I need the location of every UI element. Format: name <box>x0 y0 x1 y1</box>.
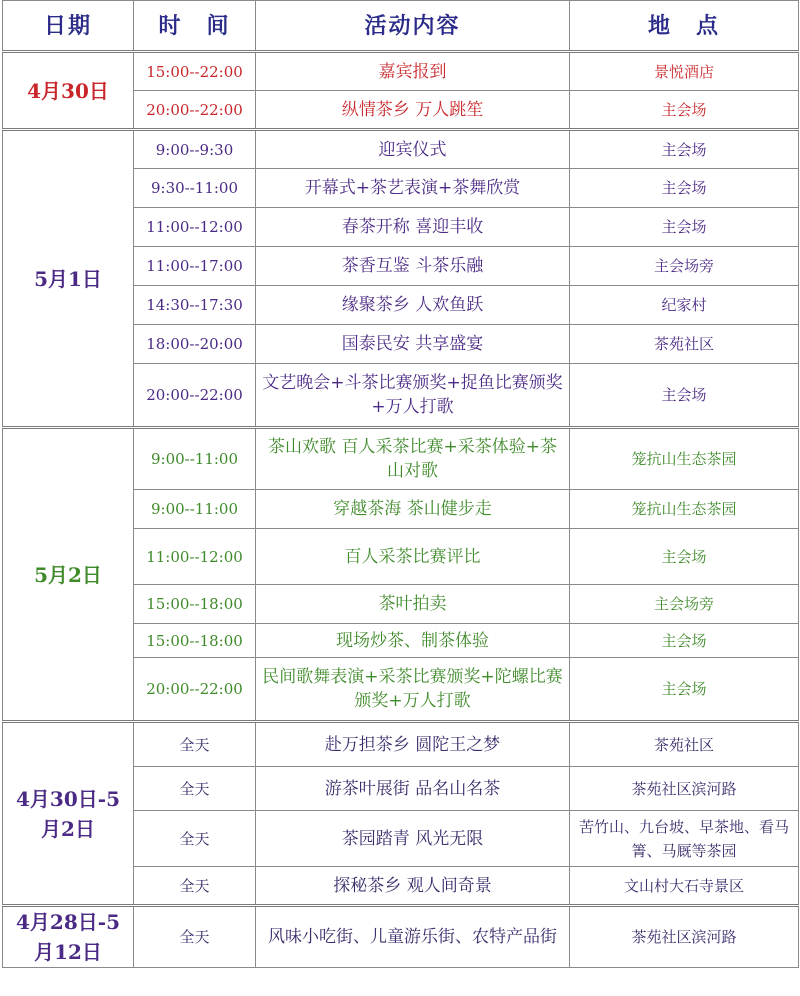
activity-cell: 嘉宾报到 <box>256 52 570 91</box>
time-cell: 11:00--12:00 <box>134 529 256 585</box>
activity-cell: 现场炒茶、制茶体验 <box>256 624 570 658</box>
activity-cell: 开幕式+茶艺表演+茶舞欣赏 <box>256 169 570 208</box>
activity-cell: 缘聚茶乡 人欢鱼跃 <box>256 286 570 325</box>
time-cell: 20:00--22:00 <box>134 91 256 130</box>
table-row <box>3 428 799 490</box>
place-cell: 主会场 <box>570 169 799 208</box>
time-cell: 9:00--11:00 <box>134 490 256 529</box>
time-cell: 9:00--9:30 <box>134 130 256 169</box>
time-cell: 20:00--22:00 <box>134 658 256 722</box>
date-cell: 5月1日 <box>3 130 134 428</box>
header-row <box>3 1 799 52</box>
table-row <box>3 722 799 767</box>
place-cell: 主会场旁 <box>570 247 799 286</box>
time-cell: 15:00--22:00 <box>134 52 256 91</box>
table-row <box>3 906 799 968</box>
activity-cell: 春茶开称 喜迎丰收 <box>256 208 570 247</box>
table-row <box>3 52 799 91</box>
place-cell: 茶苑社区滨河路 <box>570 906 799 968</box>
header-place: 地 点 <box>570 1 799 52</box>
time-cell: 9:30--11:00 <box>134 169 256 208</box>
place-cell: 茶苑社区滨河路 <box>570 767 799 811</box>
date-cell: 4月30日 <box>3 52 134 130</box>
place-cell: 茶苑社区 <box>570 325 799 364</box>
date-cell: 4月30日-5月2日 <box>3 722 134 906</box>
place-cell: 主会场 <box>570 624 799 658</box>
time-cell: 全天 <box>134 906 256 968</box>
date-cell: 5月2日 <box>3 428 134 722</box>
time-cell: 9:00--11:00 <box>134 428 256 490</box>
activity-cell: 茶香互鉴 斗茶乐融 <box>256 247 570 286</box>
activity-cell: 风味小吃街、儿童游乐街、农特产品街 <box>256 906 570 968</box>
place-cell: 笼抗山生态茶园 <box>570 428 799 490</box>
header-activity: 活动内容 <box>256 1 570 52</box>
place-cell: 笼抗山生态茶园 <box>570 490 799 529</box>
place-cell: 主会场 <box>570 529 799 585</box>
place-cell: 主会场 <box>570 364 799 428</box>
activity-cell: 赴万担茶乡 圆陀王之梦 <box>256 722 570 767</box>
place-cell: 主会场 <box>570 658 799 722</box>
time-cell: 全天 <box>134 722 256 767</box>
time-cell: 15:00--18:00 <box>134 585 256 624</box>
place-cell: 景悦酒店 <box>570 52 799 91</box>
place-cell: 茶苑社区 <box>570 722 799 767</box>
time-cell: 11:00--17:00 <box>134 247 256 286</box>
activity-cell: 茶叶拍卖 <box>256 585 570 624</box>
time-cell: 全天 <box>134 767 256 811</box>
place-cell: 主会场 <box>570 91 799 130</box>
activity-cell: 茶山欢歌 百人采茶比赛+采茶体验+茶山对歌 <box>256 428 570 490</box>
activity-cell: 茶园踏青 风光无限 <box>256 811 570 867</box>
place-cell: 主会场 <box>570 208 799 247</box>
time-cell: 14:30--17:30 <box>134 286 256 325</box>
time-cell: 全天 <box>134 811 256 867</box>
time-cell: 11:00--12:00 <box>134 208 256 247</box>
time-cell: 15:00--18:00 <box>134 624 256 658</box>
activity-cell: 国泰民安 共享盛宴 <box>256 325 570 364</box>
time-cell: 20:00--22:00 <box>134 364 256 428</box>
place-cell: 文山村大石寺景区 <box>570 867 799 906</box>
date-cell: 4月28日-5月12日 <box>3 906 134 968</box>
table-row <box>3 130 799 169</box>
place-cell: 纪家村 <box>570 286 799 325</box>
activity-cell: 穿越茶海 茶山健步走 <box>256 490 570 529</box>
header-time: 时 间 <box>134 1 256 52</box>
time-cell: 全天 <box>134 867 256 906</box>
header-date: 日期 <box>3 1 134 52</box>
schedule-table <box>2 0 799 968</box>
place-cell: 苦竹山、九台坡、早茶地、看马箐、马厩等茶园 <box>570 811 799 867</box>
activity-cell: 探秘茶乡 观人间奇景 <box>256 867 570 906</box>
activity-cell: 文艺晚会+斗茶比赛颁奖+捉鱼比赛颁奖+万人打歌 <box>256 364 570 428</box>
activity-cell: 纵情茶乡 万人跳笙 <box>256 91 570 130</box>
activity-cell: 百人采茶比赛评比 <box>256 529 570 585</box>
activity-cell: 迎宾仪式 <box>256 130 570 169</box>
time-cell: 18:00--20:00 <box>134 325 256 364</box>
place-cell: 主会场旁 <box>570 585 799 624</box>
place-cell: 主会场 <box>570 130 799 169</box>
activity-cell: 民间歌舞表演+采茶比赛颁奖+陀螺比赛颁奖+万人打歌 <box>256 658 570 722</box>
activity-cell: 游茶叶展街 品名山名茶 <box>256 767 570 811</box>
